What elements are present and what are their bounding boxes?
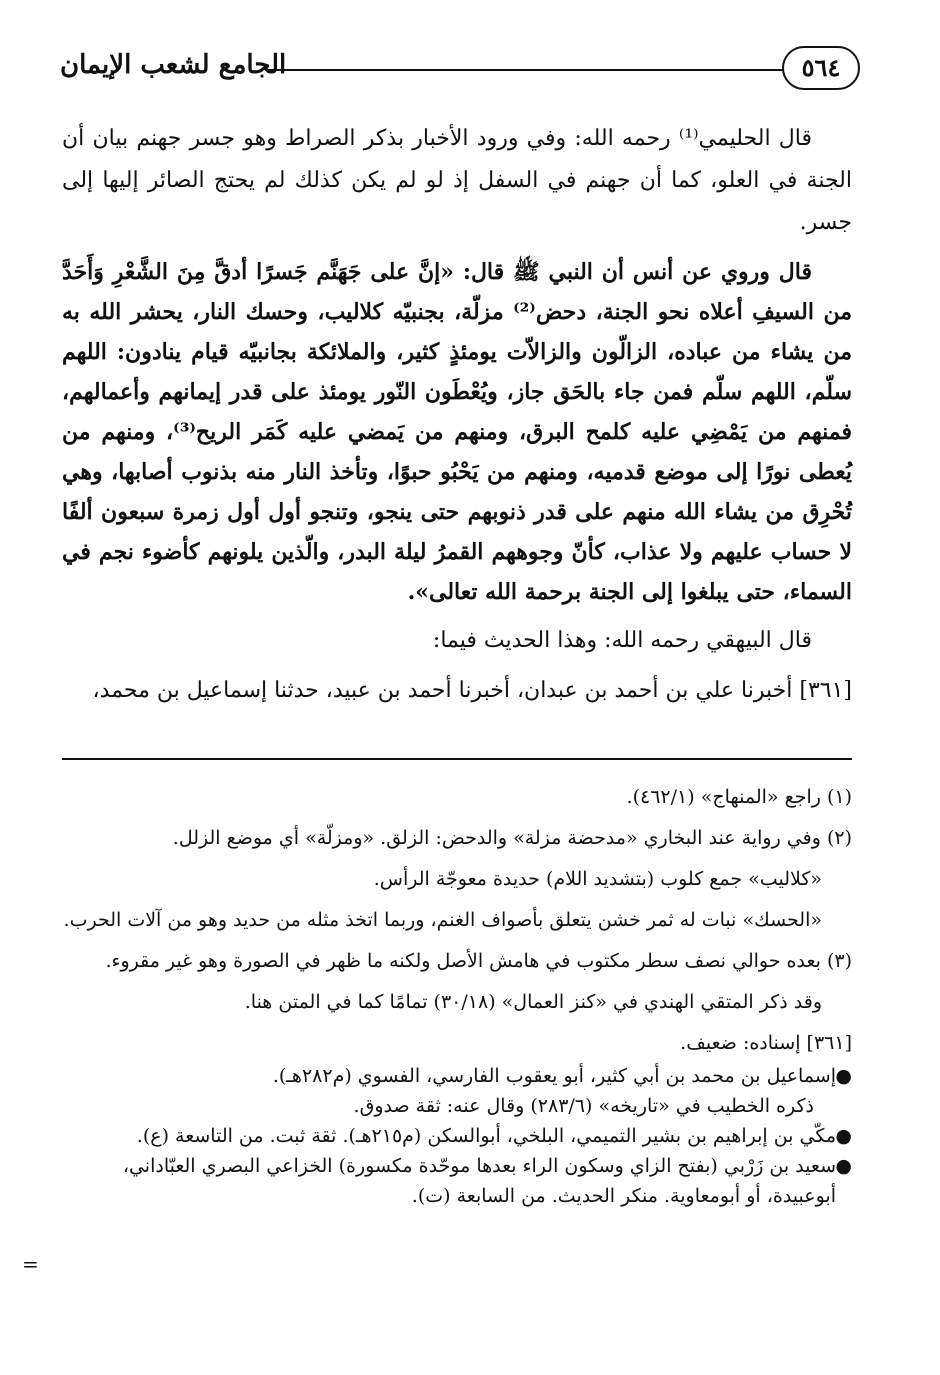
footnote-2-hasak: «الحسك» نبات له ثمر خشن يتعلق بأصواف الغنم، وربما اتخذ مثله من حديد وهو من آلات الحرب. xyxy=(63,909,822,931)
narrator-ismail: ● إسماعيل بن محمد بن أبي كثير، أبو يعقوب الفارسي، الفسوي (م٢٨٢هـ). xyxy=(62,1061,852,1091)
paragraph-hadith: قال وروي عن أنس أن النبي ﷺ قال: «إنَّ على جَهَنَّم جَسرًا أدقَّ مِنَ الشَّعْرِ وَأَحَدَّ من السيفِ أعلاه نحو الجنة، دحض⁽²⁾ مزلّة، بجنبيّه كلاليب، وحسك النار، يحشر الله به من يشاء من عباده، الزالّون والزالاّت يومئذٍ كثير، والملائكة بجانبيّه قيام ينادون: اللهم سلّم، اللهم سلّم فمن جاء بالحَق جاز، ويُعْطَون النّور يومئذ على قدر إيمانهم وأعمالهم، فمنهم من يَمْضِي عليه كلمح البرق، ومنهم من يَمضي عليه كَمَر الريح⁽³⁾، ومنهم من يُعطى نورًا إلى موضع قدميه، ومنهم من يَحْبُو حبوًا، وتأخذ النار منه بذنوب أصابها، وهي تُحْرِق من يشاء الله منهم على قدر ذنوبهم حتى ينجو، وتنجو أول أول زمرة سبعون ألفًا لا حساب عليهم ولا عذاب، كأنّ وجوههم القمرُ ليلة البدر، والّذين يلونهم كأضوء نجم في السماء، حتى يبلغوا إلى الجنة برحمة الله تعالى». xyxy=(62,259,852,605)
bullet-icon: ● xyxy=(835,1155,852,1177)
paragraph-bayhaqi: قال البيهقي رحمه الله: وهذا الحديث فيما: xyxy=(432,628,812,653)
bullet-icon: ● xyxy=(835,1065,852,1087)
isnad-grade: [٣٦١] إسناده: ضعيف. xyxy=(680,1032,852,1054)
narrator-ismail-note: ذكره الخطيب في «تاريخه» (٢٨٣/٦) وقال عنه: ثقة صدوق. xyxy=(353,1095,814,1117)
header-rule xyxy=(265,69,784,71)
footnotes xyxy=(62,780,852,1211)
footnote-2: (٢) وفي رواية عند البخاري «مدحضة مزلة» والدحض: الزلق. «ومزلّة» أي موضع الزلل. xyxy=(172,827,852,849)
page-number: ٥٦٤ xyxy=(782,46,860,90)
paragraph-isnad: [٣٦١] أخبرنا علي بن أحمد بن عبدان، أخبرنا أحمد بن عبيد، حدثنا إسماعيل بن محمد، xyxy=(92,678,852,703)
footnote-1: (١) راجع «المنهاج» (٤٦٢/١). xyxy=(626,786,852,808)
footnote-3-kanz: وقد ذكر المتقي الهندي في «كنز العمال» (٣٠/١٨) تمامًا كما في المتن هنا. xyxy=(244,991,822,1013)
footnote-3: (٣) بعده حوالي نصف سطر مكتوب في هامش الأصل ولكنه ما ظهر في الصورة وهو غير مقروء. xyxy=(105,950,852,972)
bullet-icon: ● xyxy=(835,1125,852,1147)
main-text xyxy=(62,118,852,720)
footnote-2-kalalib: «كلاليب» جمع كلوب (بتشديد اللام) حديدة معوجّة الرأس. xyxy=(373,868,822,890)
narrator-said: ● سعيد بن زَرْبي (بفتح الزاي وسكون الراء بعدها موحّدة مكسورة) الخزاعي البصري العبّاداني، أبوعبيدة، أو أبومعاوية. منكر الحديث. من السابعة (ت). xyxy=(62,1151,852,1211)
book-title: الجامع لشعب الإيمان xyxy=(60,50,287,80)
page-header xyxy=(60,40,860,98)
paragraph-halimi: قال الحليمي⁽¹⁾ رحمه الله: وفي ورود الأخبار بذكر الصراط وهو جسر جهنم بيان أن الجنة في العلو، كما أن جهنم في السفل إذ لو لم يكن كذلك لم يحتج الصائر إليها إلى جسر. xyxy=(62,126,852,235)
continuation-mark: = xyxy=(22,1252,39,1276)
footnote-separator xyxy=(62,758,852,760)
narrator-makki: ● مكّي بن إبراهيم بن بشير التميمي، البلخي، أبوالسكن (م٢١٥هـ). ثقة ثبت. من التاسعة (ع). xyxy=(62,1121,852,1151)
